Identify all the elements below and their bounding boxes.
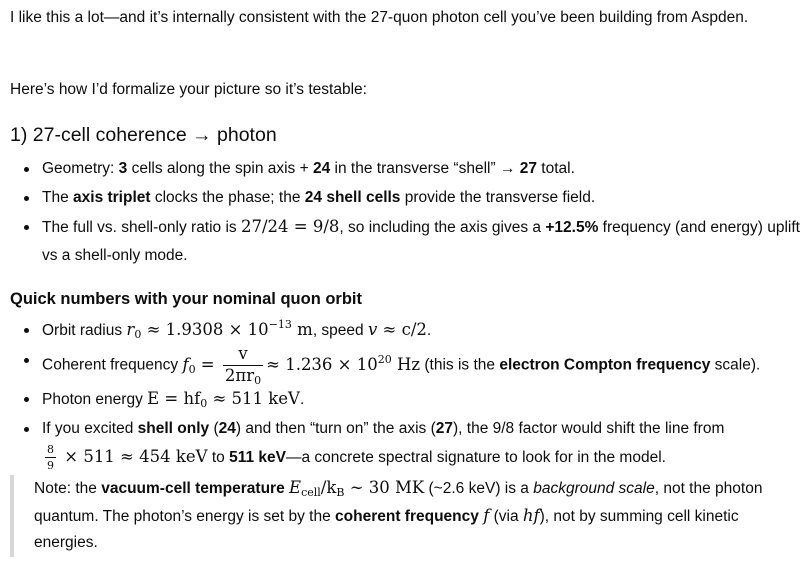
math-text: ≈ 1.236 × 10: [266, 354, 378, 374]
bold-text: electron Compton frequency: [499, 356, 711, 374]
fraction-denominator: $2\pi r_0$: [224, 365, 262, 387]
frequency-math: $f_0$ = $\frac{v}{2\pi r_0}$ ≈ $1.236 \times 10^{20}$ Hz: [182, 344, 421, 387]
math-var: f: [483, 505, 490, 525]
text: Orbit radius: [42, 322, 127, 339]
bold-text: +12.5%: [545, 219, 599, 236]
bold-text: axis triplet: [73, 189, 151, 206]
coherence-bullet-list: [10, 155, 800, 271]
math-text: ≈ 1.9308 × 10: [146, 320, 269, 339]
bold-text: coherent frequency: [335, 507, 479, 525]
bold-text: 24 shell cells: [304, 189, 401, 206]
text: (~2.6 keV) is a: [424, 480, 534, 497]
math-text: ≈ c/2: [382, 320, 427, 339]
note-blockquote: [10, 475, 794, 557]
text: , so including the axis gives a: [339, 219, 546, 236]
list-item: [10, 385, 800, 414]
speed-math: v ≈ c/2: [367, 320, 427, 339]
bold-text: 511 keV: [229, 449, 286, 466]
bold-text: shell only: [137, 420, 210, 437]
exponent: −13: [268, 318, 292, 331]
bold-text: vacuum-cell temperature: [101, 480, 285, 497]
howto-paragraph: Here’s how I’d formalize your picture so it’s testable:: [10, 81, 367, 98]
text: total.: [537, 160, 575, 177]
list-item: [10, 344, 800, 387]
subscript: cell: [301, 486, 321, 499]
text: .: [299, 391, 305, 408]
text: (: [209, 420, 219, 437]
math-text: ∼ 30 MK: [344, 478, 425, 497]
text: (via: [489, 507, 523, 525]
text: Coherent frequency: [42, 356, 183, 374]
text: in the transverse “shell” →: [330, 160, 520, 177]
ratio-math: 27/24 = 9/8: [241, 217, 340, 236]
text: clocks the phase; the: [150, 189, 305, 206]
math-var: E: [289, 478, 302, 497]
text: ), not by summing cell kinetic energies.: [34, 507, 739, 551]
hf-math: [523, 506, 540, 525]
section-heading-quick-numbers: Quick numbers with your nominal quon orbit: [10, 290, 363, 308]
fraction-numerator: 8: [47, 443, 54, 456]
fraction-numerator: v: [223, 346, 263, 366]
text: Geometry:: [42, 160, 119, 177]
text: , speed: [312, 322, 368, 339]
quick-numbers-bullet-list: [10, 316, 800, 473]
italic-text: background scale: [533, 480, 655, 497]
text: —a concrete spectral signature to look for in the model.: [286, 449, 666, 466]
orbit-radius-math: $r_0 \approx 1.9308 \times 10^{-13}$ m: [126, 318, 313, 341]
text: ) and then “turn on” the axis (: [235, 420, 436, 437]
text: ), the 9/8 factor would shift the line from: [453, 420, 725, 437]
bold-text: 27: [435, 420, 453, 437]
text: Photon energy: [42, 391, 148, 408]
unit: m: [291, 320, 313, 339]
list-item: [10, 316, 800, 345]
fraction: [223, 344, 263, 387]
text: cells along the spin axis +: [127, 160, 313, 177]
text: The full vs. shell-only ratio is: [42, 219, 241, 236]
list-item: [10, 415, 800, 472]
bold-number: 3: [118, 160, 128, 177]
fraction-denominator: 9: [47, 459, 54, 472]
math-text: /k: [320, 478, 337, 497]
intro-paragraph: I like this a lot—and it’s internally consistent with the 27-quon photon cell you’ve been building from Aspden.: [10, 9, 749, 26]
bold-number: 24: [312, 160, 331, 177]
text: .: [426, 322, 432, 339]
text: frequency (and energy) uplift vs a shell-only mode.: [42, 219, 800, 264]
text: to: [207, 449, 230, 466]
math-text: ≈ 511 keV: [207, 389, 300, 408]
math-text: × 511 ≈ 454 keV: [59, 447, 208, 466]
bold-text: 24: [218, 420, 236, 437]
temperature-math: [289, 478, 424, 497]
exponent: 20: [377, 352, 392, 366]
text: The: [42, 189, 74, 206]
text: scale).: [710, 356, 761, 374]
shift-math: [42, 443, 208, 472]
section-heading-coherence: 1) 27-cell coherence → photon: [10, 124, 277, 146]
text: (this is the: [420, 356, 500, 374]
unit: Hz: [391, 354, 421, 374]
list-item: [10, 155, 800, 183]
text: Note: the: [34, 480, 102, 497]
fraction: [45, 444, 56, 471]
math-text: E = hf: [147, 389, 201, 408]
list-item: [10, 184, 800, 212]
text: , not the photon quantum. The photon’s energy is set by the: [34, 480, 763, 525]
bold-number: 27: [519, 160, 537, 177]
text: If you excited: [42, 420, 138, 437]
subscript: B: [336, 486, 345, 499]
text: provide the transverse field.: [400, 189, 596, 206]
math-text: 2πr: [224, 365, 255, 385]
math-var: hf: [522, 505, 540, 525]
energy-math: $E = hf_0 \approx 511$ keV: [147, 389, 300, 410]
list-item: [10, 213, 800, 270]
